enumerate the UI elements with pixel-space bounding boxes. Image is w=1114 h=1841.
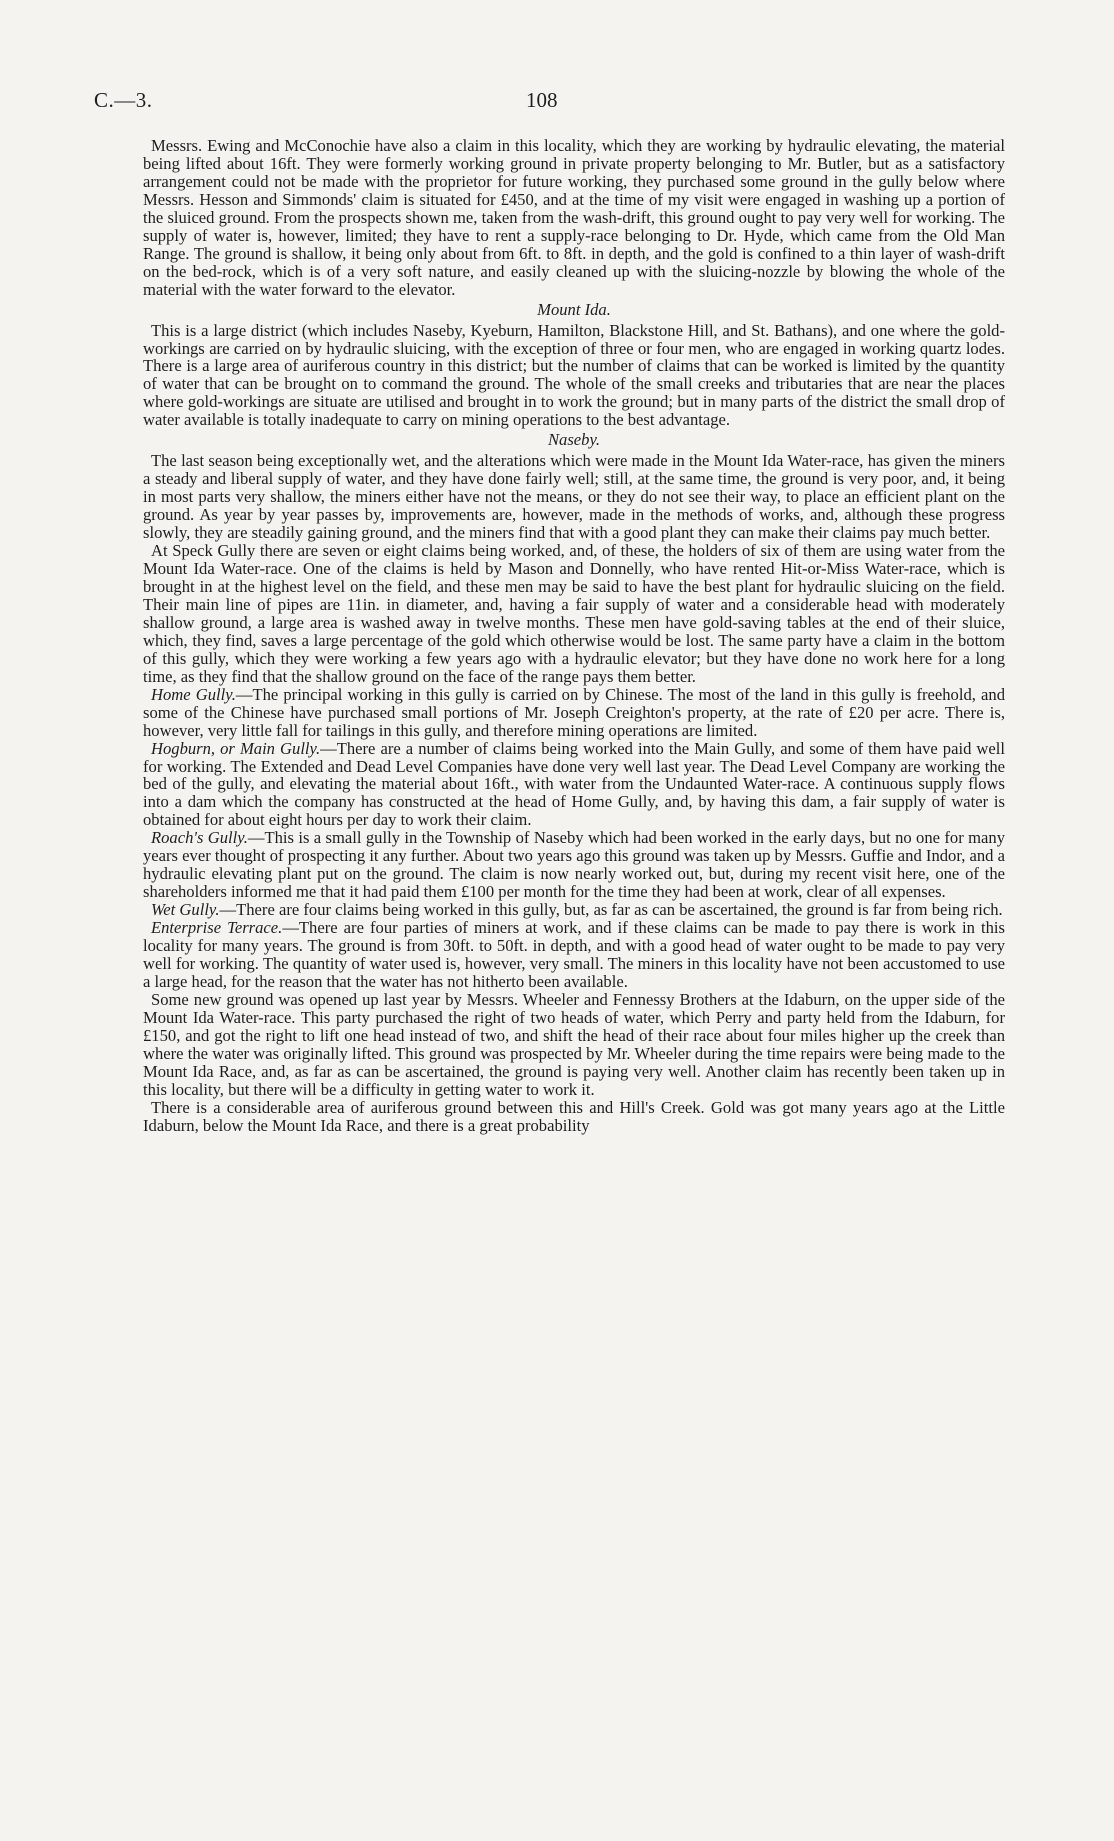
- paragraph-naseby-season: The last season being exceptionally wet, and the alterations which were made in the Mount Ida Water-race, has given the miners a steady and liberal supply of water, and they have done fairly well; still, at the same time, the ground is very poor, and, it being in most parts very shallow, the miners either have not the means, or they do not see their way, to place an efficient plant on the ground. As year by year passes by, improvements are, however, made in the methods of works, and, although these progress slowly, they are steadily gaining ground, and the miners find that with a good plant they can make their claims pay much better.: [143, 451, 1005, 543]
- text-hogburn: —There are a number of claims being worked into the Main Gully, and some of them have paid well for working. The Extended and Dead Level Companies have done very well last year. The Dead Level Company are working the bed of the gully, and elevating the material about 16ft., with water from the Undaunted Water-race. A continuous supply flows into a dam which the company has constructed at the head of Home Gully, and, by having this dam, a fair supply of water is obtained for about eight hours per day to work their claim.: [143, 738, 1005, 830]
- paragraph-hills-creek: There is a considerable area of auriferous ground between this and Hill's Creek. Gold was got many years ago at the Little Idaburn, below the Mount Ida Race, and there is a great probability: [143, 1097, 1005, 1135]
- paragraph-hogburn: [143, 740, 1005, 830]
- paragraph-enterprise-terrace: [143, 919, 1005, 991]
- subheading-home-gully: Home Gully.: [151, 684, 236, 704]
- subheading-hogburn: Hogburn, or Main Gully.: [151, 738, 321, 758]
- subheading-enterprise-terrace: Enterprise Terrace.: [151, 918, 283, 938]
- paragraph-home-gully: [143, 686, 1005, 740]
- text-enterprise-terrace: —There are four parties of miners at work, and if these claims can be made to pay there is work in this locality for many years. The ground is from 30ft. to 50ft. in depth, and with a good head of water ought to be made to pay very well for working. The quantity of water used is, however, very small. The miners in this locality have not been accustomed to use a large head, for the reason that the water has not hitherto been available.: [143, 918, 1005, 991]
- section-heading-naseby: Naseby.: [547, 430, 601, 450]
- text-wet-gully: —There are four claims being worked in this gully, but, as far as can be ascertained, the ground is far from being rich.: [219, 900, 1003, 920]
- paragraph-idaburn: Some new ground was opened up last year by Messrs. Wheeler and Fennessy Brothers at the Idaburn, on the upper side of the Mount Ida Water-race. This party purchased the right of two heads of water, which Perry and party held from the Idaburn, for £150, and got the right to lift one head instead of two, and shift the head of their race about four miles higher up the creek than where the water was originally lifted. This ground was prospected by Mr. Wheeler during the time repairs were being made to the Mount Ida Race, and, as far as can be ascertained, the ground is paying very well. Another claim has recently been taken up in this locality, but there will be a difficulty in getting water to work it.: [143, 989, 1005, 1099]
- paragraph-mount-ida: This is a large district (which includes Naseby, Kyeburn, Hamilton, Blackstone Hill, and St. Bathans), and one where the gold-workings are carried on by hydraulic sluicing, with the exception of three or four men, who are engaged in working quartz lodes. There is a large area of auriferous country in this district; but the number of claims that can be worked is limited by the quantity of water that can be brought on to command the ground. The whole of the small creeks and tributaries that are near the places where gold-workings are situate are utilised and brought in to work the ground; but in many parts of the district the small drop of water available is totally inadequate to carry on mining operations to the best advantage.: [143, 320, 1005, 430]
- page-header: [94, 88, 1009, 118]
- text-home-gully: —The principal working in this gully is carried on by Chinese. The most of the land in this gully is freehold, and some of the Chinese have purchased small portions of Mr. Joseph Creighton's property, at the rate of £20 per acre. There is, however, very little fall for tailings in this gully, and therefore mining operations are limited.: [143, 684, 1005, 740]
- subheading-roachs-gully: Roach's Gully.: [151, 828, 248, 848]
- paragraph-roachs-gully: [143, 829, 1005, 901]
- subheading-wet-gully: Wet Gully.: [151, 900, 220, 920]
- section-heading-mount-ida: Mount Ida.: [537, 299, 611, 319]
- page-number: 108: [526, 88, 558, 112]
- text-roachs-gully: —This is a small gully in the Township of Naseby which had been worked in the early days, but no one for many years ever thought of prospecting it any further. About two years ago this ground was taken up by Messrs. Guffie and Indor, and a hydraulic elevating plant put on the ground. The claim is now nearly worked out, but, during my recent visit here, one of the shareholders informed me that it had paid them £100 per month for the time they had been at work, clear of all expenses.: [143, 828, 1005, 902]
- document-reference: C.—3.: [94, 88, 153, 112]
- paragraph-wet-gully: [143, 901, 1005, 919]
- paragraph-ewing-mcconochie: Messrs. Ewing and McConochie have also a claim in this locality, which they are working by hydraulic elevating, the material being lifted about 16ft. They were formerly working ground in private property belonging to Mr. Butler, but as a satisfactory arrangement could not be made with the proprietor for future working, they purchased some ground in the gully below where Messrs. Hesson and Simmonds' claim is situated for £450, and at the time of my visit were engaged in washing up a portion of the sluiced ground. From the prospects shown me, taken from the wash-drift, this ground ought to pay very well for working. The supply of water is, however, limited; they have to rent a supply-race belonging to Dr. Hyde, which came from the Old Man Range. The ground is shallow, it being only about from 6ft. to 8ft. in depth, and the gold is confined to a thin layer of wash-drift on the bed-rock, which is of a very soft nature, and easily cleaned up with the sluicing-nozzle by blowing the whole of the material with the water forward to the elevator.: [143, 136, 1005, 299]
- paragraph-speck-gully: At Speck Gully there are seven or eight claims being worked, and, of these, the holders of six of them are using water from the Mount Ida Water-race. One of the claims is held by Mason and Donnelly, who have rented Hit-or-Miss Water-race, which is brought in at the highest level on the field, and these men may be said to have the best plant for hydraulic sluicing on the field. Their main line of pipes are 11in. in diameter, and, having a fair supply of water and a considerable head with moderately shallow ground, a large area is washed away in twelve months. These men have gold-saving tables at the end of their sluice, which, they find, saves a large percentage of the gold which otherwise would be lost. The same party have a claim in the bottom of this gully, which they were working a few years ago with a hydraulic elevator; but they have done no work here for a long time, as they find that the shallow ground on the face of the range pays them better.: [143, 541, 1005, 686]
- document-body: [143, 137, 1005, 1135]
